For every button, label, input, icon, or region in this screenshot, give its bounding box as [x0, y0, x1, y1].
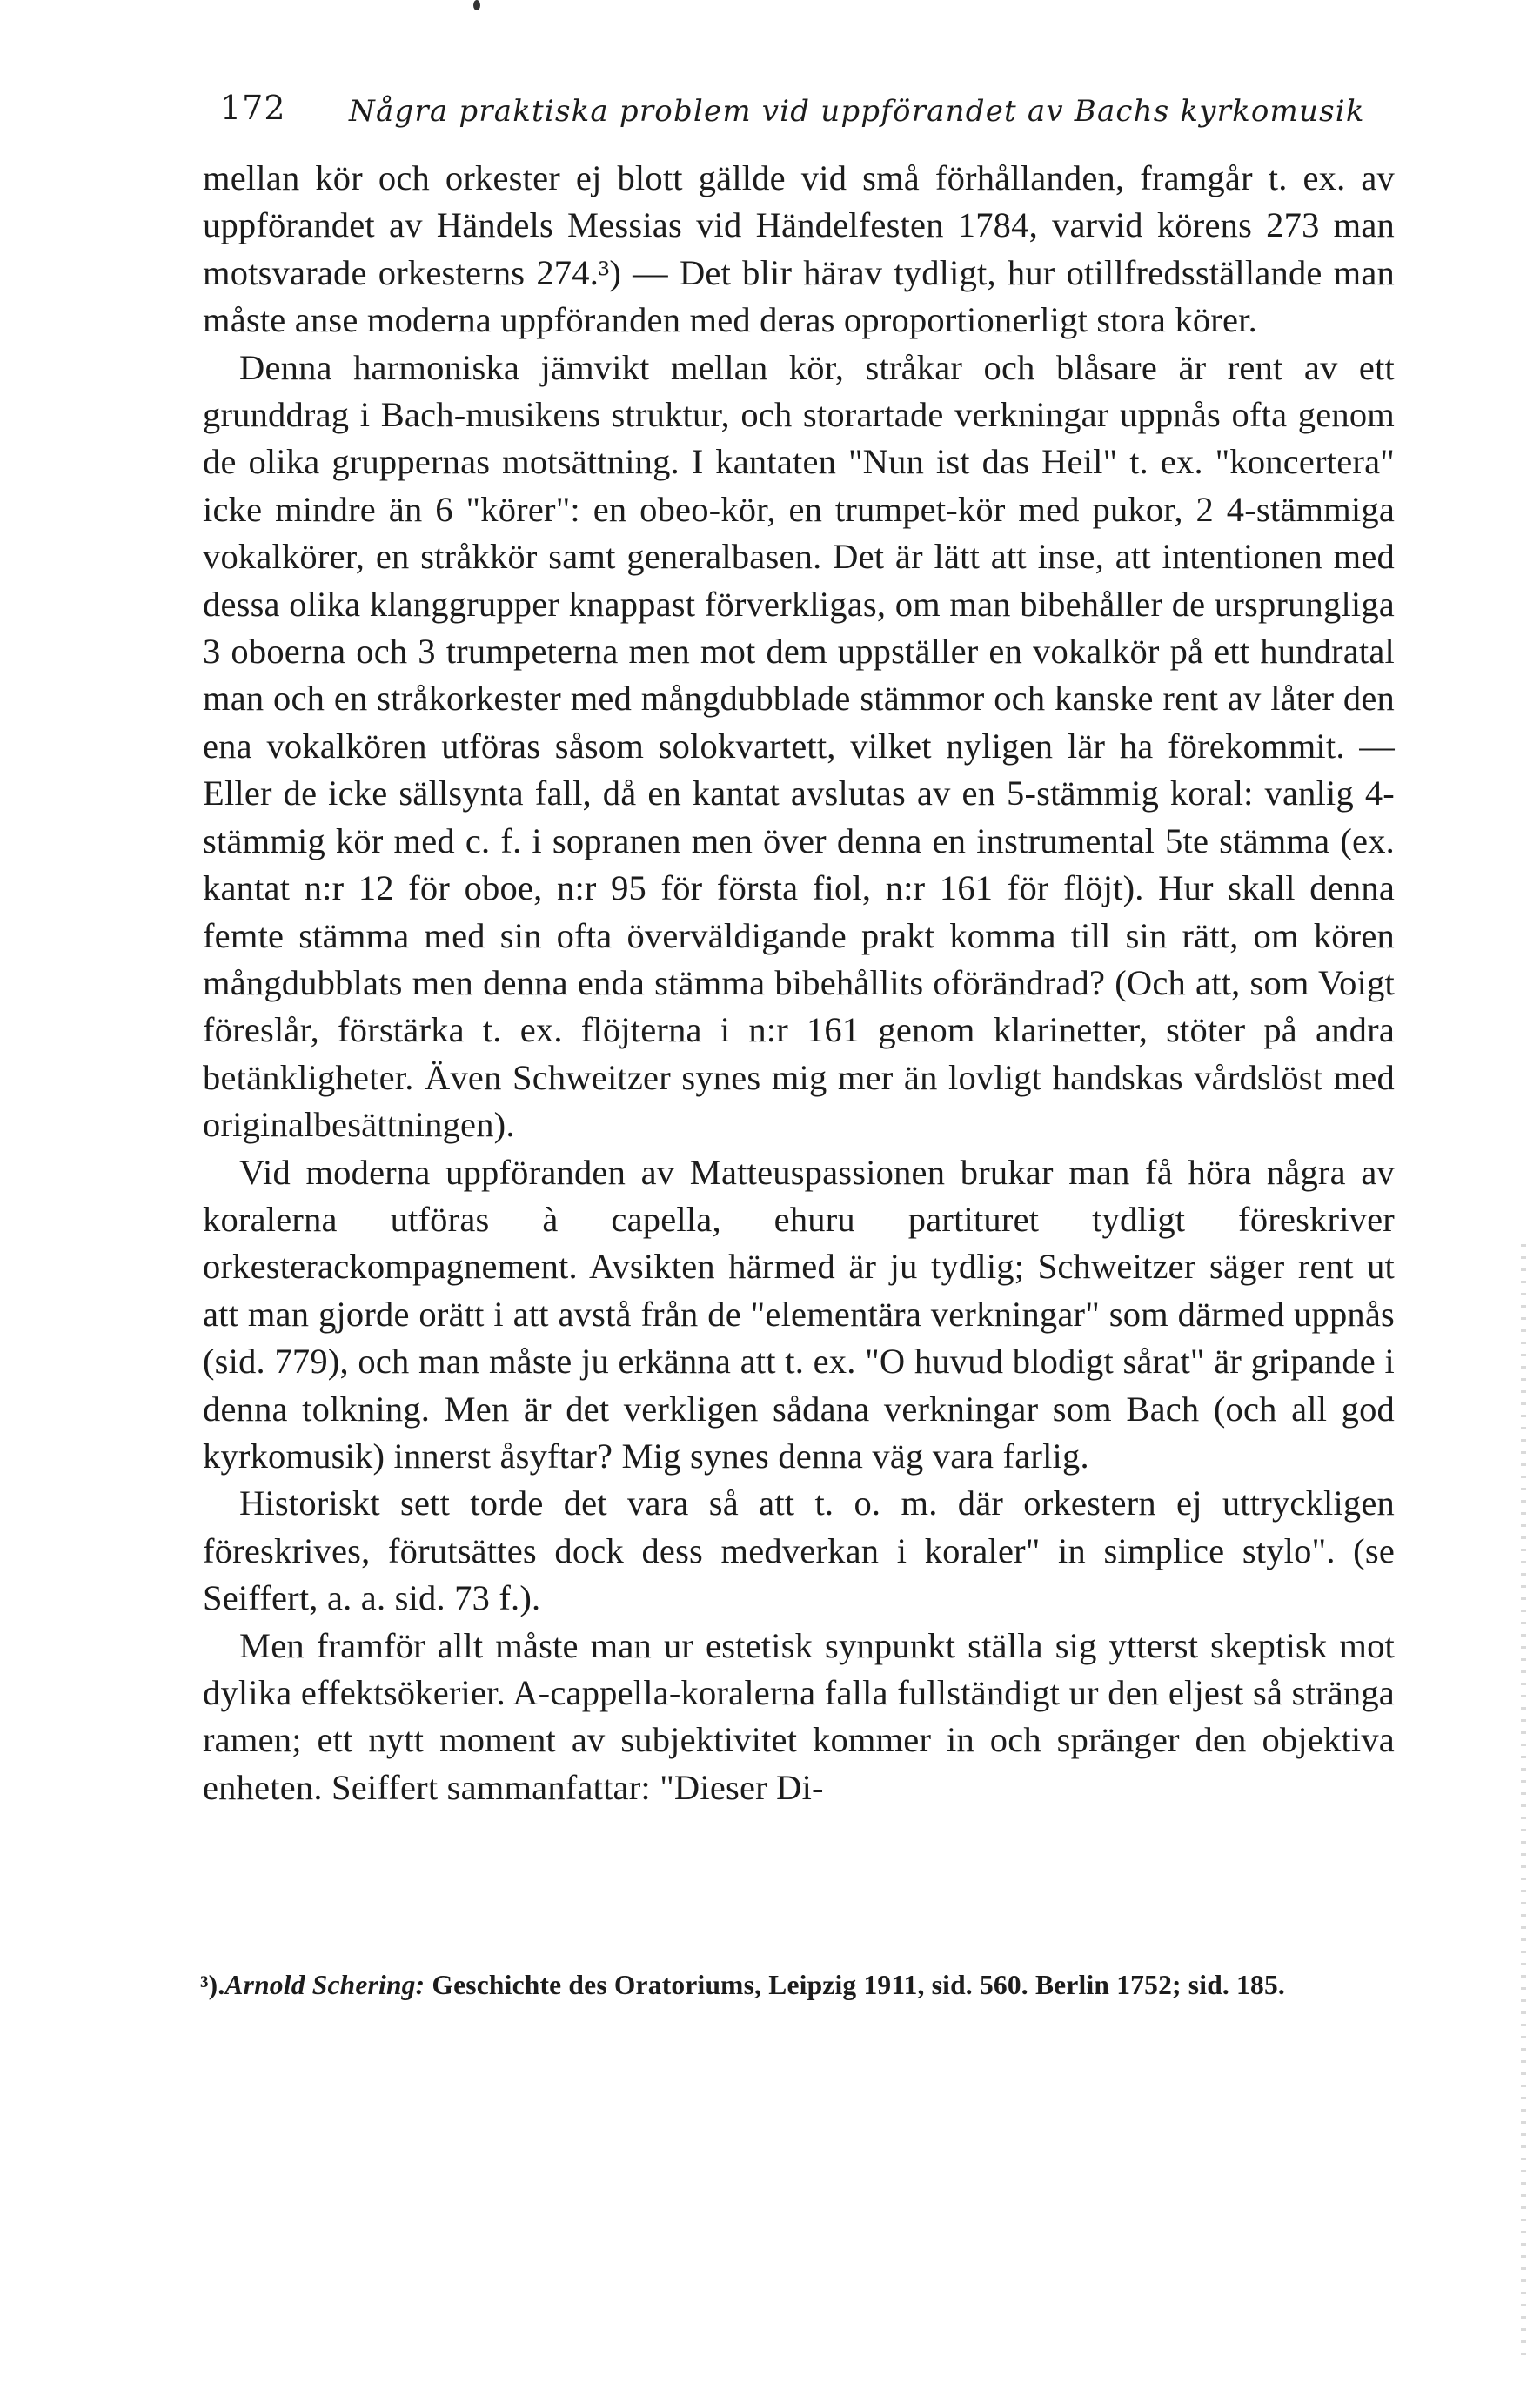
- footnote-marker: ³).: [200, 1970, 225, 2000]
- print-speck: [473, 0, 480, 10]
- paragraph-4: Historiskt sett torde det vara så att t. o. m. där orkestern ej uttryckligen föreskrives, förutsättes dock dess medverkan i koraler" in simplice stylo". (se Seiffert, a. a. sid. 73 f.).: [203, 1483, 1395, 1618]
- paragraph-5: Men framför allt måste man ur estetisk synpunkt ställa sig ytterst skeptisk mot dylika effektsökerier. A-cappella-koralerna falla fullständigt ur den eljest så stränga ramen; ett nytt moment av subjektivitet kommer in och spränger den objektiva enheten. Seiffert sammanfattar: "Dieser Di-: [203, 1625, 1395, 1807]
- page-header: [220, 84, 1386, 144]
- footnote: [200, 1971, 1349, 2000]
- paragraph-3: Vid moderna uppföranden av Matteuspassionen brukar man få höra några av koralerna utföras à capella, ehuru partituret tydligt föreskriver orkesterackompagnement. Avsikten härmed är ju tydlig; Schweitzer säger rent ut att man gjorde orätt i att avstå från de "elementära verkningar" som därmed uppnås (sid. 779), och man måste ju erkänna att t. ex. "O huvud blodigt sårat" är gripande i denna tolkning. Men är det verkligen sådana verkningar som Bach (och all god kyrkomusik) innerst åsyftar? Mig synes denna väg vara farlig.: [203, 1152, 1395, 1476]
- scan-edge-artifact: [1521, 1244, 1526, 2358]
- page-number: 172: [220, 89, 286, 127]
- paragraph-1: mellan kör och orkester ej blott gällde vid små förhållanden, framgår t. ex. av uppförandet av Händels Messias vid Händelfesten 1784, varvid körens 273 man motsvarade orkesterns 274.³) — Det blir härav tydligt, hur otillfredsställande man måste anse moderna uppföranden med deras oproportionerligt stora körer.: [203, 158, 1395, 340]
- body-text: [203, 155, 1395, 1811]
- paragraph-2: Denna harmoniska jämvikt mellan kör, stråkar och blåsare är rent av ett grunddrag i Bach-musikens struktur, och storartade verkningar uppnås ofta genom de olika gruppernas motsättning. I kantaten "Nun ist das Heil" t. ex. "koncertera" icke mindre än 6 "körer": en obeo-kör, en trumpet-kör med pukor, 2 4-stämmiga vokalkörer, en stråkkör samt generalbasen. Det är lätt att inse, att intentionen med dessa olika klanggrupper knappast förverkligas, om man bibehåller de ursprungliga 3 oboerna och 3 trumpeterna men mot dem uppställer en vokalkör på ett hundratal man och en stråkorkester med mångdubblade stämmor och kanske rent av låter den ena vokalkören utföras såsom solokvartett, vilket nyligen lär ha förekommit. — Eller de icke sällsynta fall, då en kantat avslutas av en 5-stämmig koral: vanlig 4-stämmig kör med c. f. i sopranen men över denna en instrumental 5te stämma (ex. kantat n:r 12 för oboe, n:r 95 för första fiol, n:r 161 för flöjt). Hur skall denna femte stämma med sin ofta överväldigande prakt komma till sin rätt, om kören mångdubblats men denna enda stämma bibehållits oförändrad? (Och att, som Voigt föreslår, förstärka t. ex. flöjterna i n:r 161 genom klarinetter, stöter på andra betänkligheter. Även Schweitzer synes mig mer än lovligt handskas vårdslöst med originalbesättningen).: [203, 347, 1395, 1145]
- running-title: Några praktiska problem vid uppförandet av Bachs kyrkomusik: [349, 94, 1365, 129]
- footnote-author: Arnold Schering:: [224, 1970, 425, 2000]
- footnote-text: Geschichte des Oratoriums, Leipzig 1911, sid. 560. Berlin 1752; sid. 185.: [425, 1970, 1285, 2000]
